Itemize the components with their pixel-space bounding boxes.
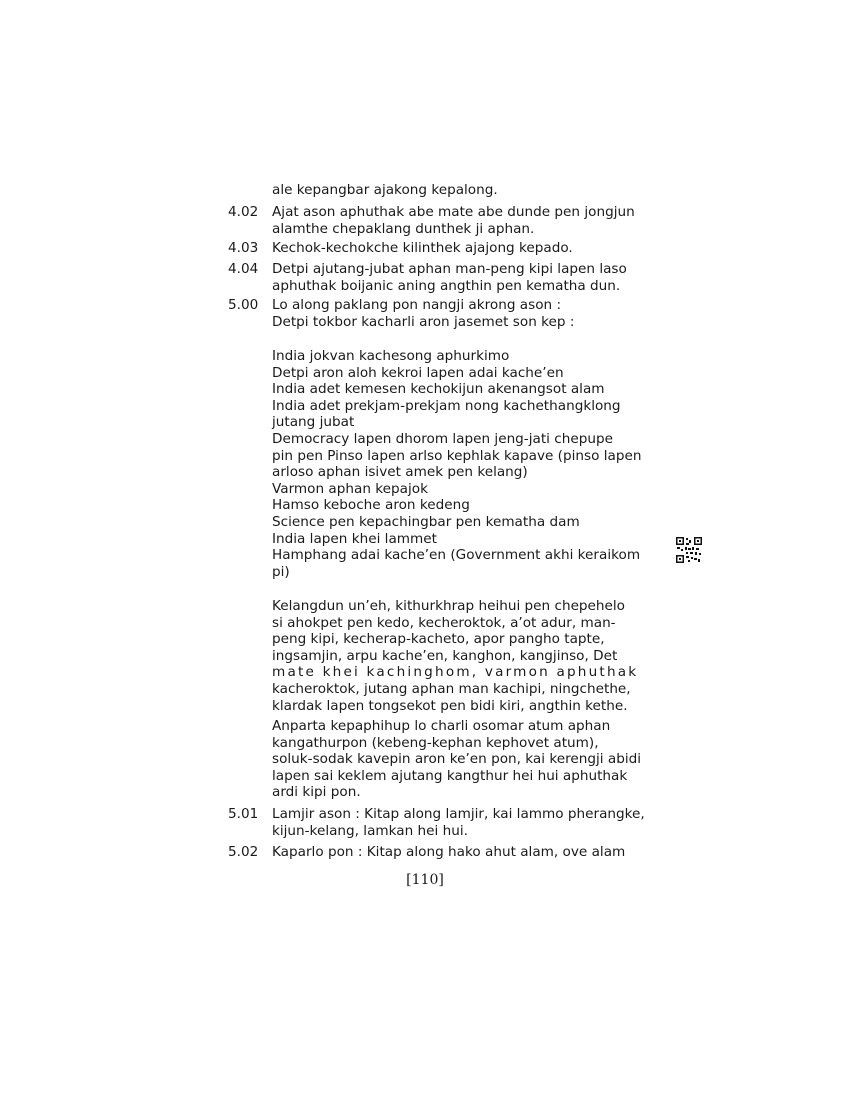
item-number: 4.02 xyxy=(228,204,259,220)
paragraph-line: ingsamjin, arpu kache’en, kanghon, kangjinso, Det xyxy=(272,647,618,664)
paragraph-line: si ahokpet pen kedo, kecheroktok, a’ot adur, man- xyxy=(272,614,616,631)
item-number: 4.03 xyxy=(228,240,259,256)
item-line: Lamjir ason : Kitap along lamjir, kai lammo pherangke, xyxy=(272,806,645,822)
item-number: 5.02 xyxy=(228,844,259,860)
list-item: arloso aphan isivet amek pen kelang) xyxy=(272,464,528,481)
item-line: aphuthak boijanic aning angthin pen kematha dun. xyxy=(272,277,621,294)
list-item: India adet prekjam-prekjam nong kachethangklong xyxy=(272,397,621,414)
paragraph-1 xyxy=(272,598,639,714)
item-5-02 xyxy=(228,844,628,861)
list-item: Varmon aphan kepajok xyxy=(272,480,428,497)
paragraph-line: peng kipi, kecherap-kacheto, apor pangho tapte, xyxy=(272,631,605,648)
item-5-01 xyxy=(228,806,645,839)
item-4-04 xyxy=(228,261,628,294)
item-line: Kechok-kechokche kilinthek ajajong kepado. xyxy=(272,240,573,256)
item-line: kijun-kelang, lamkan hei hui. xyxy=(272,822,468,839)
paragraph-2 xyxy=(272,718,642,801)
list-item: Hamphang adai kache’en (Government akhi keraikom xyxy=(272,547,641,564)
item-line: Detpi tokbor kacharli aron jasemet son kep : xyxy=(272,313,575,330)
list-item: Democracy lapen dhorom lapen jeng-jati chepupe xyxy=(272,430,613,447)
list-item: pi) xyxy=(272,563,290,580)
paragraph-line: soluk-sodak kavepin aron ke’en pon, kai kerengji abidi xyxy=(272,751,642,768)
list-item: Hamso keboche aron kedeng xyxy=(272,497,470,514)
page-number: [110] xyxy=(406,872,444,888)
item-number: 5.00 xyxy=(228,297,259,313)
paragraph-line: lapen sai keklem ajutang kangthur hei hui aphuthak xyxy=(272,767,628,784)
item-4-02 xyxy=(228,204,635,237)
item-line: Ajat ason aphuthak abe mate abe dunde pen jongjun xyxy=(272,204,635,220)
paragraph-line: kangathurpon (kebeng-kephan kephovet atum), xyxy=(272,734,599,751)
paragraph-line: mate khei kachinghom, varmon aphuthak xyxy=(272,664,639,681)
list-item: India jokvan kachesong aphurkimo xyxy=(272,348,510,364)
intro-line: ale kepangbar ajakong kepalong. xyxy=(272,182,498,198)
list-item: India adet kemesen kechokijun akenangsot alam xyxy=(272,381,605,398)
item-line: Lo along paklang pon nangji akrong ason : xyxy=(272,297,562,313)
list-item: Science pen kepachingbar pen kematha dam xyxy=(272,513,580,530)
item-number: 4.04 xyxy=(228,261,259,277)
list-item: pin pen Pinso lapen arlso kephlak kapave (pinso lapen xyxy=(272,447,642,464)
item-4-03 xyxy=(228,240,628,257)
item-line: alamthe chepaklang dunthek ji aphan. xyxy=(272,220,535,237)
list-item: jutang jubat xyxy=(272,414,355,431)
paragraph-line: kacheroktok, jutang aphan man kachipi, ningchethe, xyxy=(272,680,631,697)
paragraph-line: Kelangdun un’eh, kithurkhrap heihui pen chepehelo xyxy=(272,598,625,614)
qr-code-icon xyxy=(676,537,702,563)
list-item: India lapen khei lammet xyxy=(272,530,437,547)
paragraph-line: ardi kipi pon. xyxy=(272,784,361,801)
topic-list xyxy=(272,348,642,580)
item-5-00 xyxy=(228,297,628,330)
intro-text xyxy=(228,182,628,199)
list-item: Detpi aron aloh kekroi lapen adai kache’en xyxy=(272,364,564,381)
item-number: 5.01 xyxy=(228,806,259,822)
paragraph-line: klardak lapen tongsekot pen bidi kiri, angthin kethe. xyxy=(272,697,628,714)
paragraph-line: Anparta kepaphihup lo charli osomar atum aphan xyxy=(272,718,611,734)
item-line: Detpi ajutang-jubat aphan man-peng kipi lapen laso xyxy=(272,261,627,277)
item-line: Kaparlo pon : Kitap along hako ahut alam, ove alam xyxy=(272,844,626,860)
